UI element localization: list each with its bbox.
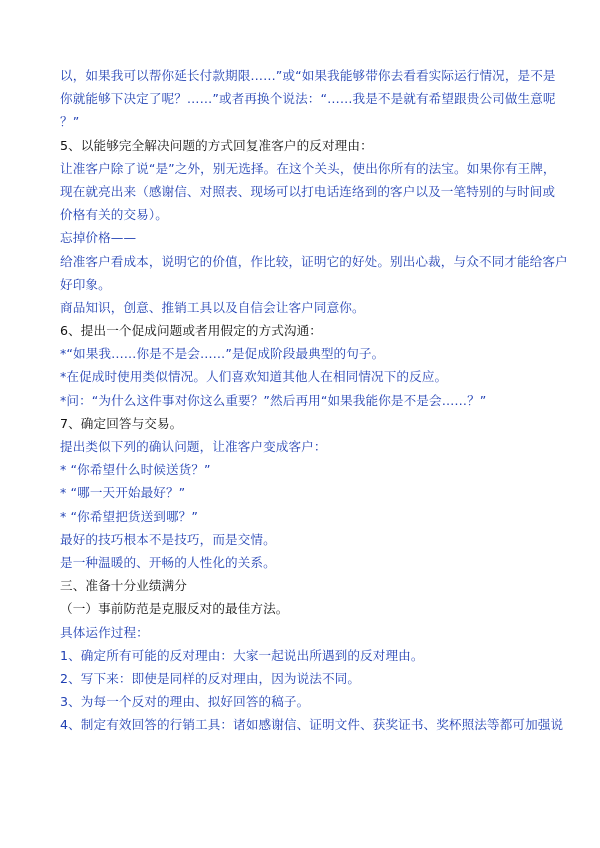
text-line: * “你希望把货送到哪？”: [60, 508, 198, 524]
text-line: 1、确定所有可能的反对理由：大家一起说出所遇到的反对理由。: [60, 647, 424, 663]
text-line: 3、为每一个反对的理由、拟好回答的稿子。: [60, 694, 310, 710]
text-line: 2、写下来：即使是同样的反对理由，因为说法不同。: [60, 670, 361, 686]
text-line: 6、提出一个促成问题或者用假定的方式沟通：: [60, 323, 322, 339]
text-line: 你就能够下决定了呢？……”或者再换个说法：“……我是不是就有希望跟贵公司做生意呢: [60, 91, 556, 107]
text-line: 价格有关的交易）。: [60, 207, 168, 223]
text-line: 好印象。: [60, 276, 111, 292]
text-line: （一）事前防范是克服反对的最佳方法。: [60, 601, 289, 617]
text-line: *问：“为什么这件事对你这么重要？”然后再用“如果我能你是不是会……？”: [60, 392, 487, 408]
text-line: *在促成时使用类似情况。人们喜欢知道其他人在相同情况下的反应。: [60, 369, 448, 385]
text-line: 给准客户看成本，说明它的价值，作比较，证明它的好处。别出心裁，与众不同才能给客户: [60, 253, 568, 269]
text-line: 让准客户除了说“是”之外，别无选择。在这个关头，使出你所有的法宝。如果你有王牌，: [60, 160, 556, 176]
text-line: 三、准备十分业绩满分: [60, 578, 187, 594]
text-line: 最好的技巧根本不是技巧，而是交情。: [60, 531, 276, 547]
text-line: ？”: [60, 114, 80, 130]
text-line: 具体运作过程：: [60, 624, 149, 640]
text-line: 7、确定回答与交易。: [60, 415, 183, 431]
text-line: 忘掉价格——: [60, 230, 137, 246]
text-line: * “你希望什么时候送货？”: [60, 462, 211, 478]
text-line: 商品知识，创意、推销工具以及自信会让客户同意你。: [60, 299, 365, 315]
text-line: 现在就亮出来（感谢信、对照表、现场可以打电话连络到的客户以及一笔特别的与时间或: [60, 183, 556, 199]
text-line: 是一种温暖的、开畅的人性化的关系。: [60, 554, 276, 570]
text-line: 提出类似下列的确认问题，让准客户变成客户：: [60, 439, 327, 454]
text-line: * “哪一天开始最好？”: [60, 485, 186, 501]
text-line: 以，如果我可以帮你延长付款期限……”或“如果我能够带你去看看实际运行情况，是不是: [60, 68, 556, 83]
text-line: *“如果我……你是不是会……”是促成阶段最典型的句子。: [60, 346, 385, 362]
text-line: 5、以能够完全解决问题的方式回复准客户的反对理由：: [60, 137, 373, 153]
text-line: 4、制定有效回答的行销工具：诸如感谢信、证明文件、获奖证书、奖杯照法等都可加强说: [60, 717, 564, 733]
document-body: [60, 64, 568, 736]
